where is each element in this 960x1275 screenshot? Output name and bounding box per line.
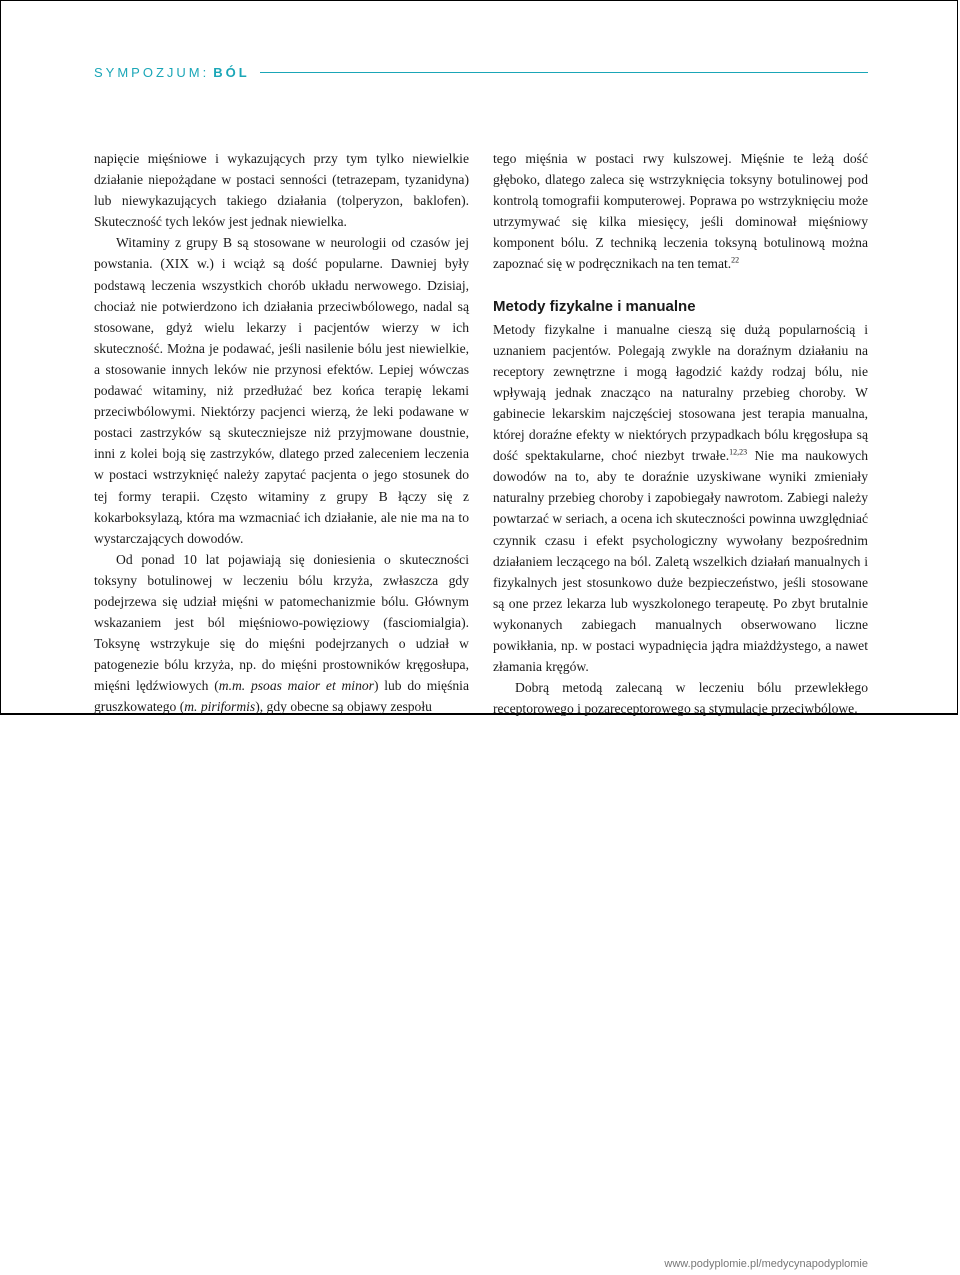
right-paragraph-3: Dobrą metodą zalecaną w leczeniu bólu przewlekłego receptorowego i pozareceptorowego są stymulacje przeciwbólowe. [493, 680, 868, 717]
left-paragraph-3-part-c: ), gdy obecne są objawy zespołu [255, 699, 432, 715]
right-paragraph-1-text: tego mięśnia w postaci rwy kulszowej. Mięśnie te leżą dość głęboko, dlatego zaleca się wstrzyknięcia toksyny botulinowej pod kontrolą tomografii komputerowej. Poprawa po wstrzyknięciu może utrzymywać się kilka miesięcy, jeśli dominował mięśniowy komponent bólu. Z techniką leczenia toksyną botulinową można zapoznać się w podręcznikach na ten temat. [493, 151, 868, 272]
footer-url[interactable]: www.podyplomie.pl/medycynapodyplomie [664, 1258, 868, 1270]
right-paragraph-2-part-a: Metody fizykalne i manualne cieszą się dużą popularnością i uznaniem pacjentów. Polegają zwykle na doraźnym działaniu na receptory zewnętrzne i mogą łagodzić każdy rodzaj bólu, nie wpływają jednak znacząco na naturalny przebieg choroby. W gabinecie lekarskim najczęściej stosowana jest terapia manualna, której doraźne efekty w niektórych przypadkach bólu kręgosłupa są dość spektakularne, choć niezbyt trwałe. [493, 321, 868, 464]
left-paragraph-3-italic-2: m. piriformis [184, 699, 256, 715]
right-paragraph-2 [493, 319, 868, 678]
header-rule [260, 72, 868, 73]
left-paragraph-1: napięcie mięśniowe i wykazujących przy tym tylko niewielkie działanie niepożądane w postaci senności (tetrazepam, tyzanidyna) lub niewykazujących takiego działania (tolperyzon, baklofen). Skuteczność tych leków jest jednak niewielka. [94, 151, 469, 230]
right-column [493, 148, 868, 719]
header-topic: BÓL [213, 64, 250, 80]
section-heading-physical-methods: Metody fizykalne i manualne [493, 297, 696, 315]
reference-22: 22 [731, 255, 740, 265]
left-paragraph-3-italic-1: m.m. psoas maior et minor [218, 678, 374, 694]
section-header [94, 62, 868, 82]
reference-12-23: 12,23 [729, 447, 748, 457]
header-label: SYMPOZJUM: [94, 64, 210, 80]
right-paragraph-2-part-b: Nie ma naukowych dowodów na to, aby te doraźnie uzyskiwane wyniki zmieniały naturalny przebieg choroby i zapobiegały nawrotom. Zabiegi należy powtarzać w seriach, a ocena ich skuteczności powinna uwzględniać czynnik czasu i efekt psychologiczny wywołany bezpośrednim działaniem leczącego na ból. Zaletą wszelkich działań manualnych i fizykalnych jest stosunkowo duże bezpieczeństwo, jeśli stosowane są one przez lekarza lub wyszkolonego terapeutę. Po zbyt brutalnie wykonanych zabiegach manualnych obserwowano liczne powikłania, np. w postaci wypadnięcia jądra miażdżystego, a nawet złamania kręgów. [493, 448, 868, 675]
left-column [94, 148, 469, 718]
left-paragraph-3-part-b: ) lub do mięśnia gruszkowatego ( [94, 678, 469, 715]
left-paragraph-3-part-a: Od ponad 10 lat pojawiają się doniesienia o skuteczności toksyny botulinowej w leczeniu bólu krzyża, zwłaszcza gdy podejrzewa się udział mięśni w patomechanizmie bólu. Głównym wskazaniem jest ból mięśniowo-powięziowy (fasciomialgia). Toksynę wstrzykuje się do mięśni podejrzanych o udział w patogenezie bólu krzyża, np. do mięśni prostowników kręgosłupa, mięśni lędźwiowych ( [94, 551, 469, 694]
right-paragraph-1 [493, 148, 868, 275]
left-paragraph-2: Witaminy z grupy B są stosowane w neurologii od czasów jej powstania. (XIX w.) i wciąż są dość popularne. Dawniej były podstawą leczenia wszystkich chorób układu nerwowego. Dzisiaj, chociaż nie potwierdzono ich działania przeciwbólowego, nadal są stosowane, gdyż wielu lekarzy i pacjentów wierzy w ich skuteczność. Można je podawać, jeśli nasilenie bólu jest niewielkie, a stosowanie innych leków nie przynosi efektów. Lepiej wówczas podawać witaminy, niż przedłużać bez końca terapię lekami przeciwbólowymi. Niektórzy pacjenci wierzą, że leki podawane w postaci zastrzyków są skuteczniejsze niż przyjmowane doustnie, inni z kolei boją się zastrzyków, dlatego przed zaleceniem leczenia w postaci wstrzyknięć należy zapytać pacjenta o jego stosunek do tej formy terapii. Często witaminy z grupy B łączy się z kokarboksylazą, która ma wzmacniać ich działanie, ale nie ma na to wystarczających dowodów. [94, 235, 469, 546]
header-title [94, 65, 250, 80]
left-paragraph-3 [94, 549, 469, 718]
